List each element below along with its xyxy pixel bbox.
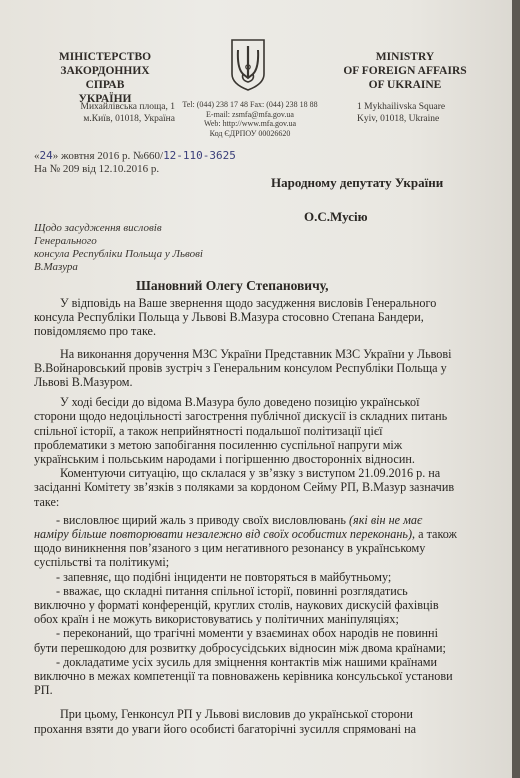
handwritten-number: 12-110-3625	[163, 149, 236, 162]
phone-fax: Tel: (044) 238 17 48 Fax: (044) 238 18 88	[182, 100, 318, 109]
bullet-item: - вважає, що складні питання спільної історії, повинні розглядатись	[56, 583, 408, 598]
body-line: консула Республіки Польща у Львові В.Мазура стосовно Степана Бандери,	[34, 310, 424, 325]
bullet-italic-text: (які він не має	[348, 512, 423, 527]
bullet-continuation	[34, 527, 504, 541]
bullet-text: - висловлює щирий жаль з приводу своїх висловлювань	[56, 512, 349, 527]
reference-date: жовтня 2016 р. №660/	[61, 150, 164, 162]
page-edge	[512, 0, 520, 778]
body-line: При цьому, Генконсул РП у Львові висловив до української сторони	[60, 707, 413, 722]
body-line: Коментуючи ситуацію, що склалася у зв’язку з виступом 21.09.2016 р. на	[60, 466, 441, 481]
body-line: щодо виникнення пов’язаного з цим негативного резонансу в українському	[34, 541, 426, 556]
recipient-name: О.С.Мусію	[304, 209, 368, 224]
ministry-en-line: OF FOREIGN AFFAIRS	[343, 65, 467, 77]
body-line: проблематики з метою запобігання посиленню суспільної напруги між	[34, 437, 403, 452]
ministry-ua-line: ЗАКОРДОННИХ СПРАВ	[60, 65, 150, 91]
body-line: виключно у форматі конференцій, круглих столів, наукових дискусій фахівців	[34, 598, 439, 613]
bullet-item: - запевняє, що подібні інциденти не повторяться в майбутньому;	[56, 569, 392, 584]
bullet-item	[34, 513, 504, 527]
address-en-line: Kyiv, 01018, Ukraine	[357, 114, 440, 124]
email: E-mail: zsmfa@mfa.gov.ua	[206, 109, 294, 119]
subject-text: В.Мазура	[34, 261, 78, 273]
outgoing-reference: «24» жовтня 2016 р. №660/12-110-3625	[34, 149, 236, 162]
address-ua-line: Михайлівська площа, 1	[80, 102, 175, 112]
ministry-name-ua	[40, 50, 170, 106]
ministry-ua-line: МІНІСТЕРСТВО	[58, 51, 152, 63]
ministry-en-line: OF UKRAINE	[368, 79, 442, 91]
bullet-text: , а також	[412, 527, 457, 542]
body-line: прохання взяти до уваги його особисті багаторічні зусилля спрямовані на	[34, 721, 417, 736]
bullet-italic-text: наміру більше повторювати незалежно від своїх особистих переконань)	[34, 527, 413, 542]
handwritten-day: 24	[39, 149, 53, 162]
body-line: сторони щодо недоцільності загострення публічної дискусії із складних питань	[34, 409, 448, 424]
ministry-en-line: MINISTRY	[375, 51, 435, 63]
subject-text: консула Республіки Польща у Львові	[34, 248, 203, 260]
address-en-line: 1 Mykhailivska Square	[357, 102, 446, 112]
contact-block	[160, 100, 340, 138]
letter-body	[34, 296, 504, 736]
recipient-title: Народному депутату України	[271, 175, 444, 190]
subject-line	[34, 222, 214, 274]
body-line: У ході бесіди до відома В.Мазура було доведено позицію української	[60, 395, 420, 410]
subject-text: Щодо засудження висловів Генерального	[34, 222, 162, 247]
address-ua-line: м.Київ, 01018, Україна	[83, 114, 175, 124]
body-line: РП.	[34, 683, 53, 698]
body-line: В.Войнаровський провів зустріч з Генеральним консулом Республіки Польща у	[34, 360, 447, 375]
body-line: таке:	[34, 494, 60, 509]
body-line: засіданні Комітету зв’язків з поляками за кордоном Сейму РП, В.Мазур зазначив	[34, 480, 455, 495]
body-line: виключно в межах компетенції та повноважень керівника консульської установи	[34, 669, 453, 684]
ministry-name-en	[340, 50, 470, 92]
address-ua	[45, 101, 175, 125]
bullet-item: - переконаний, що трагічні моменти у взаєминах обох народів не повинні	[56, 626, 438, 641]
body-line: повідомляємо про таке.	[34, 324, 157, 339]
body-line: суспільстві та політикумі;	[34, 555, 170, 570]
body-line: На виконання доручення МЗС України Представник МЗС України у Львові	[60, 346, 452, 361]
edrpou-code: Код ЄДРПОУ 00026620	[209, 128, 291, 138]
incoming-reference: На № 209 від 12.10.2016 р.	[34, 163, 160, 175]
body-line: бути перешкодою для розвитку добросусідських відносин між двома країнами;	[34, 640, 446, 655]
body-line: У відповідь на Ваше звернення щодо засудження висловів Генерального	[60, 296, 437, 310]
body-line: українським і польським народами і погіршенню двосторонніх відносин.	[34, 452, 415, 467]
website: Web: http://www.mfa.gov.ua	[203, 119, 297, 129]
body-line: спільної історії, а також неприйнятності подальшої політизації цієї	[34, 423, 383, 438]
bullet-item: - докладатиме усіх зусиль для зміцнення контактів між нашими країнами	[56, 654, 437, 669]
trident-emblem-icon	[229, 38, 267, 92]
address-en	[357, 101, 497, 125]
greeting: Шановний Олегу Степановичу,	[136, 278, 329, 293]
body-line: обох країн і не можуть використовуватись у політичних маніпуляціях;	[34, 612, 399, 627]
body-line: Львові В.Мазуром.	[34, 375, 133, 390]
ministry-ua-line: УКРАЇНИ	[78, 93, 132, 105]
